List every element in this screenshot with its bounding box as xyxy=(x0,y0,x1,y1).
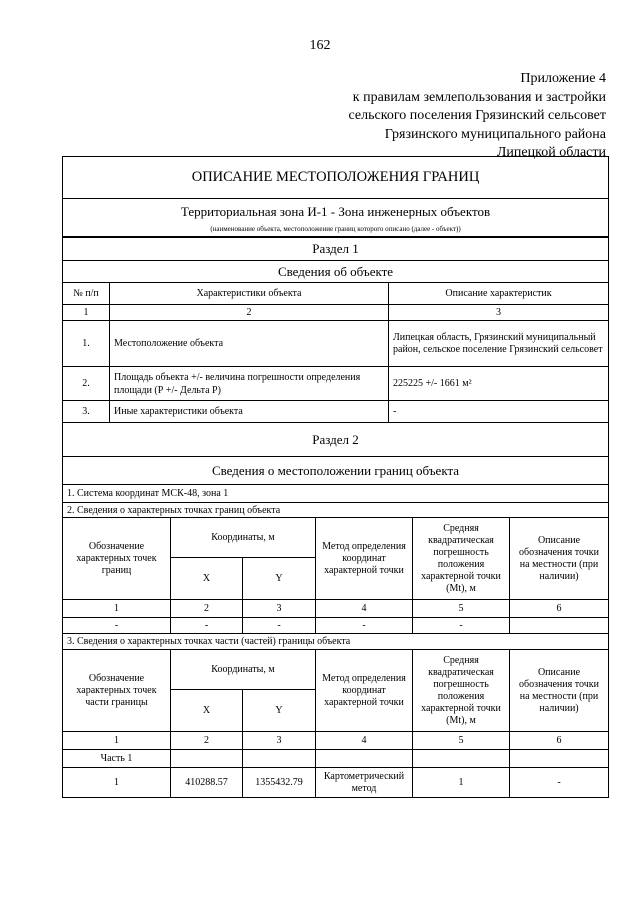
column-number: 4 xyxy=(316,600,413,618)
column-number: 3 xyxy=(389,305,609,321)
y-header: Y xyxy=(243,690,316,732)
table-cell: - xyxy=(171,618,243,634)
table-cell: - xyxy=(63,618,171,634)
column-header: Характеристики объекта xyxy=(110,283,389,305)
error-header: Средняя квадратическая погрешность положения характерной точки (Mt), м xyxy=(413,650,510,732)
coordinates-header: Координаты, м xyxy=(171,518,316,558)
section2-title: Раздел 2 xyxy=(63,423,609,457)
appendix-line: Грязинского муниципального района xyxy=(384,126,606,142)
document-title: ОПИСАНИЕ МЕСТОПОЛОЖЕНИЯ ГРАНИЦ xyxy=(63,157,609,199)
table-cell xyxy=(510,750,609,768)
x-header: X xyxy=(171,690,243,732)
page-number: 162 xyxy=(309,38,331,53)
coordinates-header: Координаты, м xyxy=(171,650,316,690)
table-cell: - xyxy=(316,618,413,634)
column-number: 5 xyxy=(413,600,510,618)
points-section-title: 2. Сведения о характерных точках границ объекта xyxy=(63,503,609,518)
column-number: 2 xyxy=(171,600,243,618)
zone-note: (наименование объекта, местоположение границ которого описано (далее - объект)) xyxy=(63,225,609,237)
point-description: - xyxy=(510,768,609,798)
part-designation-header: Обозначение характерных точек части границы xyxy=(63,650,171,732)
characteristic-value: - xyxy=(389,401,609,423)
header-table xyxy=(62,156,609,518)
method-header: Метод определения координат характерной точки xyxy=(316,518,413,600)
point-error: 1 xyxy=(413,768,510,798)
column-number: 1 xyxy=(63,732,171,750)
column-number: 5 xyxy=(413,732,510,750)
parts-section-title: 3. Сведения о характерных точках части (частей) границы объекта xyxy=(63,634,609,650)
description-header: Описание обозначения точки на местности (при наличии) xyxy=(510,650,609,732)
table-cell xyxy=(316,750,413,768)
appendix-line: сельского поселения Грязинский сельсовет xyxy=(348,108,606,123)
appendix-line: Приложение 4 xyxy=(520,71,606,86)
appendix-line: к правилам землепользования и застройки xyxy=(352,89,606,105)
column-number: 6 xyxy=(510,732,609,750)
section1-title: Раздел 1 xyxy=(63,237,609,261)
column-number: 1 xyxy=(63,600,171,618)
x-header: X xyxy=(171,558,243,600)
error-header: Средняя квадратическая погрешность положения характерной точки (Mt), м xyxy=(413,518,510,600)
table-cell xyxy=(413,750,510,768)
point-number: 1 xyxy=(63,768,171,798)
boundary-description-form xyxy=(62,156,608,798)
table-cell: - xyxy=(243,618,316,634)
zone-name: Территориальная зона И-1 - Зона инженерных объектов xyxy=(63,199,609,225)
appendix-line: Липецкой области xyxy=(496,145,606,160)
section2-subtitle: Сведения о местоположении границ объекта xyxy=(63,457,609,485)
coordinate-system: 1. Система координат МСК-48, зона 1 xyxy=(63,485,609,503)
point-method: Картометрический метод xyxy=(316,768,413,798)
characteristic-name: Площадь объекта +/- величина погрешности определения площади (Р +/- Дельта Р) xyxy=(110,367,389,401)
column-number: 3 xyxy=(243,732,316,750)
designation-header: Обозначение характерных точек границ xyxy=(63,518,171,600)
column-number: 6 xyxy=(510,600,609,618)
column-number: 2 xyxy=(171,732,243,750)
table-cell xyxy=(171,750,243,768)
part-label: Часть 1 xyxy=(63,750,171,768)
table-cell: - xyxy=(413,618,510,634)
characteristic-name: Иные характеристики объекта xyxy=(110,401,389,423)
column-number: 4 xyxy=(316,732,413,750)
table-cell xyxy=(243,750,316,768)
point-x: 410288.57 xyxy=(171,768,243,798)
column-number: 2 xyxy=(110,305,389,321)
row-number: 2. xyxy=(63,367,110,401)
column-number: 1 xyxy=(63,305,110,321)
column-header: № п/п xyxy=(63,283,110,305)
boundary-points-table xyxy=(62,517,609,798)
table-cell xyxy=(510,618,609,634)
row-number: 3. xyxy=(63,401,110,423)
point-y: 1355432.79 xyxy=(243,768,316,798)
row-number: 1. xyxy=(63,321,110,367)
characteristic-value: Липецкая область, Грязинский муниципальный район, сельское поселение Грязинский сельсовет xyxy=(389,321,609,367)
column-header: Описание характеристик xyxy=(389,283,609,305)
method-header: Метод определения координат характерной точки xyxy=(316,650,413,732)
column-number: 3 xyxy=(243,600,316,618)
y-header: Y xyxy=(243,558,316,600)
appendix-block xyxy=(349,70,606,163)
description-header: Описание обозначения точки на местности (при наличии) xyxy=(510,518,609,600)
section1-subtitle: Сведения об объекте xyxy=(63,261,609,283)
characteristic-name: Местоположение объекта xyxy=(110,321,389,367)
characteristic-value: 225225 +/- 1661 м² xyxy=(389,367,609,401)
